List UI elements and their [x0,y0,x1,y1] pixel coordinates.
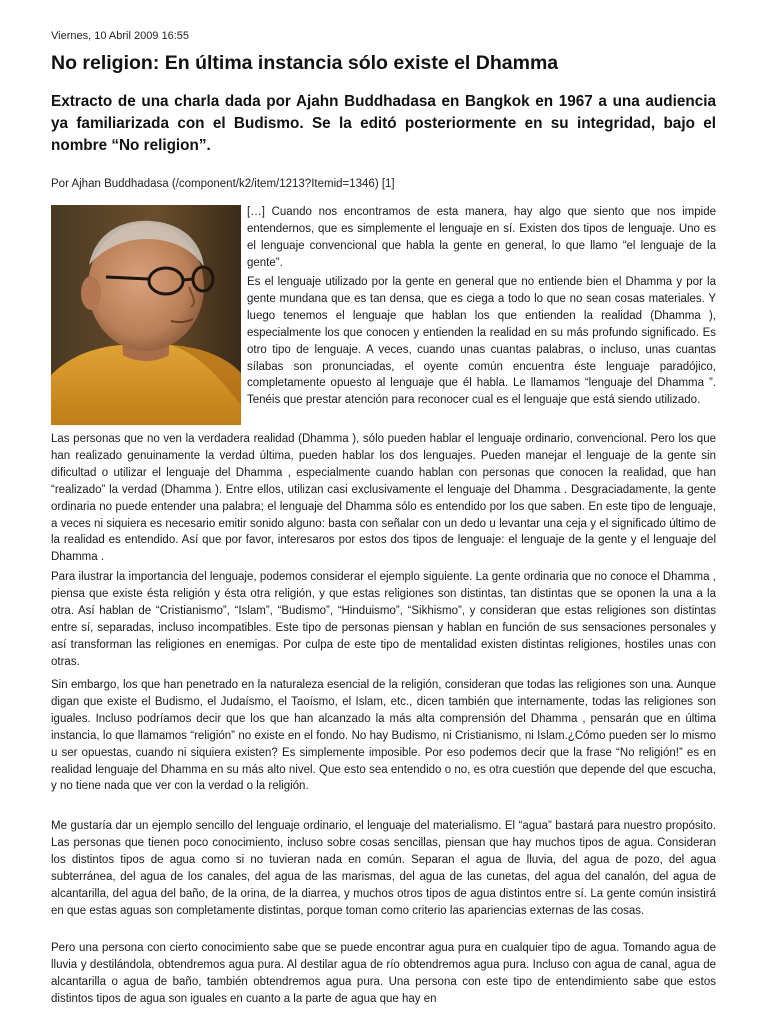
paragraph: Para ilustrar la importancia del lenguaje, podemos considerar el ejemplo siguiente. La gente ordinaria que no conoce el Dhamma , piensa que existe ésta religión y ésta otra religión, y que estas religiones son distintas, tan distintas que se oponen la una a la otra. Así hablan de “Cristianismo”, “Islam”, “Budismo”, “Hinduismo”, “Sikhismo”, y consideran que estas religiones son distintas entre sí, separadas, incluso incompatibles. Este tipo de personas piensan y hablan en función de sus sensaciones personales y así transforman las religiones en enemigas. Por culpa de este tipo de mentalidad existen distintas religiones, hostiles unas con otras. [51,571,716,668]
article-subtitle: Extracto de una charla dada por Ajahn Buddhadasa en Bangkok en 1967 a una audiencia ya familiarizada con el Budismo. Se la editó posteriormente en su integridad, bajo el nombre “No religion”. [51,93,716,154]
paragraph: Me gustaría dar un ejemplo sencillo del lenguaje ordinario, el lenguaje del materialismo. El “agua” bastará para nuestro propósito. Las personas que tienen poco conocimiento, incluso sobre cosas sencillas, piensan que hay muchos tipos de agua. Consideran los distintos tipos de agua como si no tuvieran nada en común. Separan el agua de lluvia, del agua de pozo, del agua subterránea, del agua de los canales, del agua de las marismas, del agua de las cunetas, del agua del canalón, del agua de alcantarilla, del agua del baño, de la orina, de la diarrea, y muchos otros tipos de agua distintos entre sí. La gente común insistirá en que estas aguas son completamente distintas, porque toman como criterio las apariencias externas de las cosas. [51,820,716,917]
paragraph: Sin embargo, los que han penetrado en la naturaleza esencial de la religión, consideran que todas las religiones son una. Aunque digan que existe el Budismo, el Judaísmo, el Taoísmo, el Islam, etc., dicen también que internamente, todas las religiones son iguales. Incluso podríamos decir que los que han alcanzado la más alta comprensión del Dhamma , pensarán que en última instancia, lo que llamamos “religión” no existe en el fondo. No hay Budismo, ni Cristianismo, ni Islam.¿Cómo pueden ser lo mismo u ser opuestas, cuando ni siquiera existen? Es simplemente imposible. Por eso podemos decir que la frase “No religión!” es en realidad lenguaje del Dhamma en su más alto nivel. Que esto sea entendido o no, es otra cuestión que depende del que escucha, y no tiene nada que ver con la verdad o la religión. [51,679,716,793]
paragraph: Es el lenguaje utilizado por la gente en general que no entiende bien el Dhamma y por la gente mundana que es tan densa, que es ciega a todo lo que no sean cosas materiales. Y luego tenemos el lenguaje que hablan los que entienden la realidad (Dhamma ), especialmente los que conocen y entienden la realidad en su más profundo significado. Es otro tipo de lenguaje. A veces, cuando unas cuantas palabras, o incluso, unas cuantas sílabas son pronunciadas, el oyente común encuentra éste lenguaje paradójico, completamente opuesto al lenguaje que él habla. Le llamamos “lenguaje del Dhamma ”. Tenéis que prestar atención para reconocer cual es el lenguaje que está siendo utilizado. [247,276,716,407]
paragraph: […] Cuando nos encontramos de esta manera, hay algo que siento que nos impide entendernos, que es simplemente el lenguaje en sí. Existen dos tipos de lenguaje. Uno es el lenguaje convencional que habla la gente en general, lo que llamo “el lenguaje de la gente”. [247,206,716,269]
paragraph: Las personas que no ven la verdadera realidad (Dhamma ), sólo pueden hablar el lenguaje ordinario, convencional. Pero los que han realizado genuinamente la verdad última, pueden hablar los dos lenguajes. Pueden manejar el lenguaje de la gente sin dificultad o utilizar el lenguaje del Dhamma , especialmente cuando hablan con personas que conocen la realidad, que han “realizado” la verdad (Dhamma ). Entre ellos, utilizan casi exclusivamente el lenguaje del Dhamma . Desgraciadamente, la gente ordinaria no puede entender una palabra; el lenguaje del Dhamma sólo es entendido por los que saben. En este tipo de lenguaje, a veces ni siquiera es necesario emitir sonido alguno: basta con señalar con un dedo u levantar una ceja y el significado último de la realidad es entendido. Así que por favor, interesaros por estos dos tipos de lenguaje: el lenguaje de la gente y el lenguaje del Dhamma . [51,433,716,564]
paragraph: Pero una persona con cierto conocimiento sabe que se puede encontrar agua pura en cualquier tipo de agua. Tomando agua de lluvia y destilándola, obtendremos agua pura. Al destilar agua de río obtendremos agua pura. Incluso con agua de canal, agua de alcantarilla o agua de baño, también obtendremos agua pura. Una persona con este tipo de entendimiento sabe que estos distintos tipos de agua son iguales en cuanto a la parte de agua que hay en [51,942,716,1005]
article-date: Viernes, 10 Abril 2009 16:55 [51,30,190,42]
article-byline[interactable]: Por Ajhan Buddhadasa (/component/k2/item/1213?Itemid=1346) [1] [51,178,395,190]
portrait-photo [51,205,241,425]
article-title: No religion: En última instancia sólo existe el Dhamma [51,52,559,74]
